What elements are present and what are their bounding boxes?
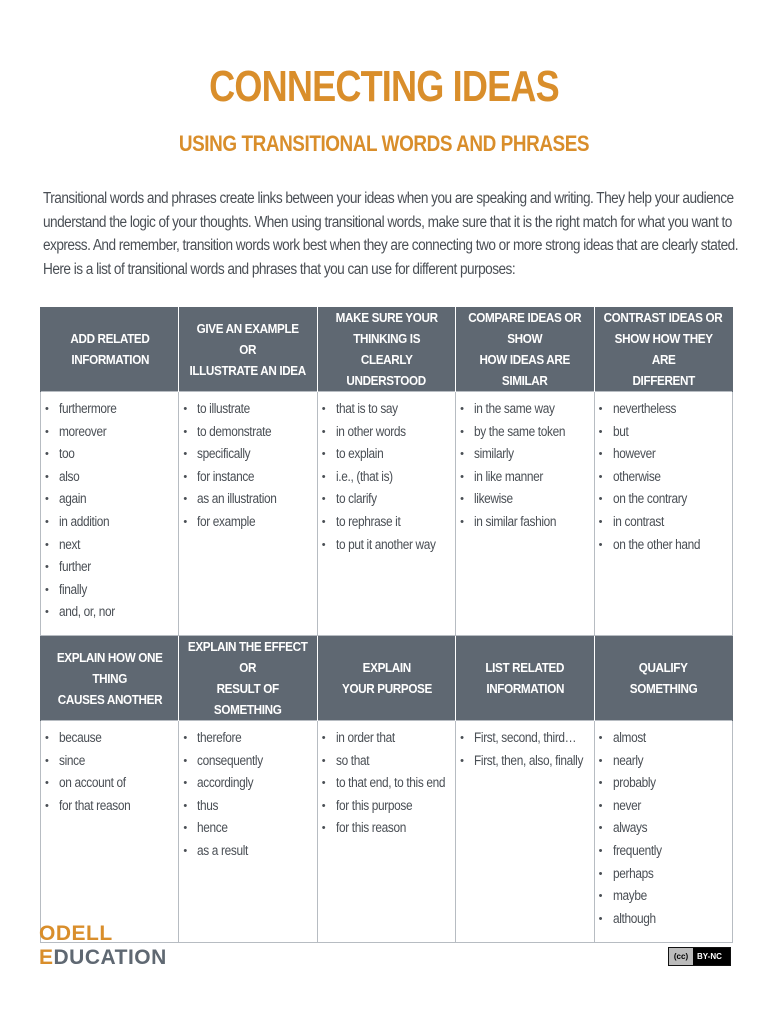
header-row-1 (41, 307, 733, 392)
category-header (179, 307, 317, 392)
category-cell (317, 392, 455, 636)
intro-paragraph: Transitional words and phrases create links between your ideas when you are speaking and writing. They help your audience understand the logic of your thoughts. When using transitional words, make sure that it is the right match for what you want to express. And remember, transition words work best when they are connecting two or more strong ideas that are clearly stated. Here is a list of transitional words and phrases that you can use for different purposes: (43, 190, 738, 278)
list-item-text: as a result (197, 842, 249, 858)
list-item (183, 421, 312, 444)
list-item (45, 398, 174, 421)
list-item (460, 398, 589, 421)
list-item (599, 534, 728, 557)
list-item-text: moreover (59, 423, 107, 439)
list-item (599, 750, 728, 773)
list-item-text: in order that (335, 730, 395, 745)
category-header-line: SHOW HOW THEY ARE (614, 331, 713, 367)
transition-words-table (40, 307, 733, 943)
list-item (599, 421, 728, 444)
list-item (599, 772, 728, 795)
list-item (183, 727, 312, 750)
list-item (45, 750, 174, 773)
word-list (460, 398, 589, 534)
list-item (599, 443, 728, 466)
list-item (322, 443, 451, 466)
category-header-line: EXPLAIN THE EFFECT OR (188, 639, 308, 675)
category-header (179, 636, 317, 721)
category-header-line: HOW IDEAS ARE SIMILAR (479, 352, 571, 388)
list-item-text: First, second, third… (474, 730, 577, 745)
list-item-text: almost (612, 730, 646, 745)
list-item (183, 488, 312, 511)
list-item-text: since (59, 752, 85, 768)
word-list (183, 398, 312, 534)
list-item-text: otherwise (612, 468, 661, 484)
list-item (183, 466, 312, 489)
list-item (599, 488, 728, 511)
list-item (322, 727, 451, 750)
logo-line-1: ODELL (39, 922, 113, 945)
list-item (322, 511, 451, 534)
list-item (183, 443, 312, 466)
category-header-line: YOUR PURPOSE (341, 681, 432, 696)
category-header-line: ADD RELATED (70, 331, 150, 346)
list-item (45, 488, 174, 511)
word-list (45, 398, 174, 624)
category-header-line: EXPLAIN HOW ONE THING (56, 649, 163, 686)
list-item (599, 795, 728, 818)
list-item-text: i.e., (that is) (335, 468, 393, 484)
list-item-text: for instance (197, 468, 255, 484)
word-list (599, 727, 728, 930)
list-item-text: but (612, 423, 629, 439)
list-item-text: finally (59, 581, 87, 597)
list-item (599, 908, 728, 931)
list-item (460, 443, 589, 466)
list-item (460, 421, 589, 444)
word-list (599, 398, 728, 556)
list-item-text: on account of (59, 775, 126, 791)
page-subtitle: USING TRANSITIONAL WORDS AND PHRASES (178, 131, 590, 156)
list-item-text: to clarify (335, 491, 377, 507)
list-item-text: next (59, 536, 81, 552)
category-header-line: INFORMATION (486, 681, 564, 696)
list-item (45, 443, 174, 466)
category-header-line: LIST RELATED (485, 660, 565, 675)
list-item-text: never (612, 797, 641, 813)
category-header-line: CONTRAST IDEAS OR (603, 310, 723, 325)
list-item-text: hence (197, 820, 229, 836)
list-item-text: furthermore (59, 401, 117, 416)
category-header (594, 307, 732, 392)
list-item (45, 772, 174, 795)
list-item (183, 840, 312, 863)
license-label: BY-NC (697, 952, 722, 961)
category-header-line: SOMETHING (629, 681, 698, 696)
list-item (322, 488, 451, 511)
list-item (322, 750, 451, 773)
list-item-text: so that (335, 752, 369, 768)
list-item-text: on the contrary (612, 491, 687, 507)
list-item-text: and, or, nor (59, 604, 115, 620)
list-item (45, 727, 174, 750)
list-item (45, 511, 174, 534)
list-item (599, 727, 728, 750)
list-item-text: for this reason (335, 820, 406, 836)
list-item-text: in the same way (474, 401, 555, 416)
list-item (183, 750, 312, 773)
list-item-text: for example (197, 513, 256, 529)
list-item-text: to demonstrate (197, 423, 272, 439)
list-item-text: because (59, 730, 102, 745)
list-item-text: for that reason (59, 797, 131, 813)
category-cell (456, 721, 594, 943)
list-item-text: First, then, also, finally (474, 752, 584, 768)
list-item-text: further (59, 559, 91, 575)
list-item (599, 840, 728, 863)
category-header (594, 636, 732, 721)
list-item (322, 466, 451, 489)
list-item-text: although (612, 910, 656, 926)
list-item-text: again (59, 491, 87, 507)
list-item-text: similarly (474, 446, 514, 462)
list-item (460, 488, 589, 511)
list-item-text: therefore (197, 730, 242, 745)
list-item (45, 579, 174, 602)
category-cell (41, 721, 179, 943)
list-item-text: specifically (197, 446, 251, 462)
list-item-text: in other words (335, 423, 406, 439)
category-cell (594, 392, 732, 636)
list-item-text: to put it another way (335, 536, 436, 552)
list-item-text: in addition (59, 513, 110, 529)
category-cell (179, 721, 317, 943)
list-item (599, 885, 728, 908)
creative-commons-badge (668, 947, 731, 966)
list-item-text: always (612, 820, 647, 836)
list-item-text: on the other hand (612, 536, 700, 552)
list-item (599, 466, 728, 489)
list-item (322, 398, 451, 421)
list-item (322, 772, 451, 795)
list-item-text: however (612, 446, 656, 462)
list-item (599, 817, 728, 840)
list-item (460, 466, 589, 489)
category-header-line: QUALIFY (638, 660, 688, 675)
list-item (45, 421, 174, 444)
list-item-text: maybe (612, 888, 647, 904)
list-item (45, 534, 174, 557)
category-header-line: COMPARE IDEAS OR SHOW (468, 310, 582, 346)
list-item-text: in contrast (612, 513, 664, 529)
logo-line-2 (39, 946, 167, 970)
page-title: CONNECTING IDEAS (209, 62, 559, 111)
list-item (183, 772, 312, 795)
list-item-text: probably (612, 775, 656, 791)
category-header (456, 636, 594, 721)
logo-line-2-rest: DUCATION (53, 946, 167, 969)
odell-education-logo (39, 922, 167, 970)
category-header-line: ILLUSTRATE AN IDEA (189, 362, 307, 378)
category-header (317, 307, 455, 392)
list-item-text: for this purpose (335, 797, 413, 813)
category-header-line: EXPLAIN (362, 660, 411, 675)
list-item (45, 556, 174, 579)
list-item-text: likewise (474, 491, 513, 507)
logo-accent-letter: E (39, 946, 54, 969)
list-item-text: nearly (612, 752, 643, 768)
list-item-text: also (59, 468, 80, 484)
category-header-line: MAKE SURE YOUR (335, 310, 438, 325)
list-item-text: nevertheless (612, 401, 676, 416)
category-header-line: RESULT OF SOMETHING (214, 681, 282, 717)
category-header (41, 636, 179, 721)
list-item-text: to that end, to this end (335, 775, 445, 791)
category-header-line: GIVE AN EXAMPLE OR (197, 320, 300, 357)
list-item-text: consequently (197, 752, 264, 768)
list-item (322, 421, 451, 444)
list-item-text: to illustrate (197, 401, 251, 416)
category-header-line: THINKING IS CLEARLY (353, 331, 420, 367)
category-cell (41, 392, 179, 636)
list-item (322, 534, 451, 557)
list-item (599, 511, 728, 534)
cc-icon: (cc) (669, 948, 693, 965)
list-item-text: accordingly (197, 775, 254, 791)
category-header-line: DIFFERENT (632, 373, 695, 388)
category-header-line: INFORMATION (70, 352, 149, 367)
list-item (45, 795, 174, 818)
list-item-text: frequently (612, 842, 662, 858)
items-row-2 (41, 721, 733, 943)
word-list (322, 398, 451, 556)
list-item-text: too (59, 446, 75, 462)
items-row-1 (41, 392, 733, 636)
category-header-line: UNDERSTOOD (346, 373, 427, 388)
category-cell (317, 721, 455, 943)
list-item (322, 817, 451, 840)
list-item-text: perhaps (612, 865, 654, 881)
list-item (45, 601, 174, 624)
list-item (183, 795, 312, 818)
category-cell (456, 392, 594, 636)
list-item-text: that is to say (335, 401, 398, 416)
list-item (460, 727, 589, 750)
list-item (599, 863, 728, 886)
list-item (460, 511, 589, 534)
list-item-text: thus (197, 797, 219, 813)
header-row-2 (41, 636, 733, 721)
list-item (183, 511, 312, 534)
list-item (45, 466, 174, 489)
word-list (45, 727, 174, 817)
category-header-line: CAUSES ANOTHER (57, 691, 162, 707)
list-item-text: in like manner (474, 468, 544, 484)
list-item-text: by the same token (474, 423, 566, 439)
list-item (183, 817, 312, 840)
category-cell (594, 721, 732, 943)
category-header (317, 636, 455, 721)
list-item (183, 398, 312, 421)
list-item (599, 398, 728, 421)
list-item (460, 750, 589, 773)
category-cell (179, 392, 317, 636)
word-list (322, 727, 451, 840)
list-item-text: as an illustration (197, 491, 277, 507)
list-item-text: to rephrase it (335, 513, 401, 529)
word-list (183, 727, 312, 863)
list-item (322, 795, 451, 818)
category-header (456, 307, 594, 392)
word-list (460, 727, 589, 772)
list-item-text: in similar fashion (474, 513, 557, 529)
list-item-text: to explain (335, 446, 384, 462)
category-header (41, 307, 179, 392)
